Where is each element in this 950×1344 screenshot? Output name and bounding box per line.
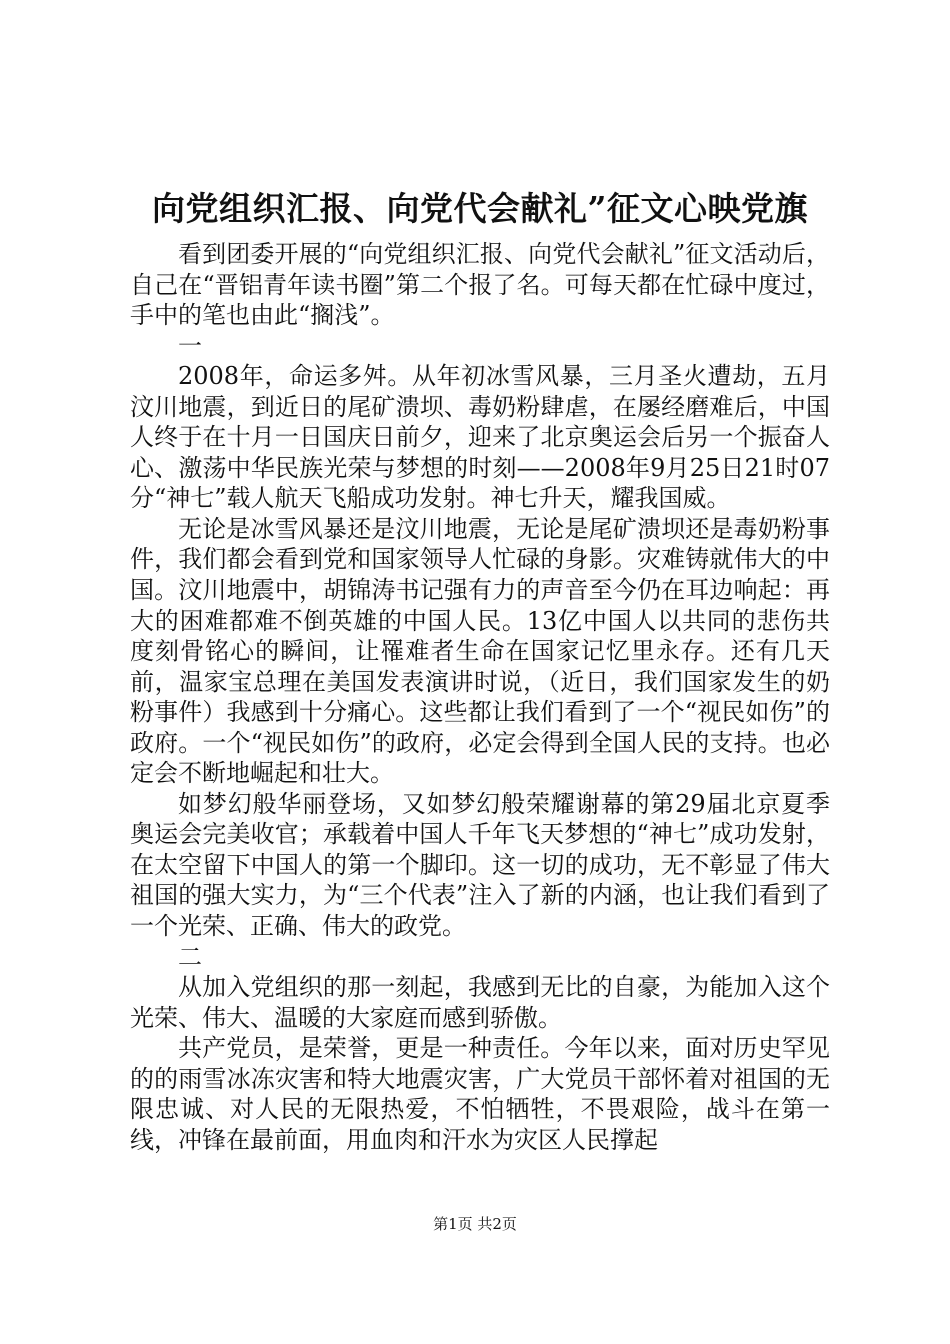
document-title: 向党组织汇报、向党代会献礼”征文心映党旗 (152, 189, 808, 228)
page-number-footer: 第1页 共2页 (433, 1215, 517, 1233)
section-heading-one: 一 (178, 331, 202, 360)
document-body (130, 239, 830, 1155)
section-heading-two: 二 (178, 942, 202, 971)
paragraph-shenqi-launch: 2008年，命运多舛。从年初冰雪风暴，三月圣火遭劫，五月汶川地震，到近日的尾矿溃坝、毒奶粉肆虐，在屡经磨难后，中国人终于在十月一日国庆日前夕，迎来了北京奥运会后另一个振奋人心、激荡中华民族光荣与梦想的时刻——2008年9月25日21时07分“神七”载人航天飞船成功发射。神七升天，耀我国威。 (130, 362, 830, 513)
paragraph-olympics-success: 如梦幻般华丽登场，又如梦幻般荣耀谢幕的第29届北京夏季奥运会完美收官；承载着中国人千年飞天梦想的“神七”成功发射，在太空留下中国人的第一个脚印。这一切的成功，无不彰显了伟大祖国的强大实力，为“三个代表”注入了新的内涵，也让我们看到了一个光荣、正确、伟大的政党。 (130, 789, 830, 941)
paragraph-disaster-response: 无论是冰雪风暴还是汶川地震，无论是尾矿溃坝还是毒奶粉事件，我们都会看到党和国家领导人忙碌的身影。灾难铸就伟大的中国。汶川地震中，胡锦涛书记强有力的声音至今仍在耳边响起：再大的困难都难不倒英雄的中国人民。13亿中国人以共同的悲伤共度刻骨铭心的瞬间，让罹难者生命在国家记忆里永存。还有几天前，温家宝总理在美国发表演讲时说，（近日，我们国家发生的奶粉事件）我感到十分痛心。这些都让我们看到了一个“视民如伤”的政府。一个“视民如伤”的政府，必定会得到全国人民的支持。也必定会不断地崛起和壮大。 (130, 514, 830, 788)
paragraph-intro: 看到团委开展的“向党组织汇报、向党代会献礼”征文活动后，自己在“晋铝青年读书圈”第二个报了名。可每天都在忙碌中度过，手中的笔也由此“搁浅”。 (130, 240, 830, 330)
paragraph-joining-party: 从加入党组织的那一刻起，我感到无比的自豪，为能加入这个光荣、伟大、温暖的大家庭而感到骄傲。 (130, 973, 830, 1032)
paragraph-party-responsibility: 共产党员，是荣誉，更是一种责任。今年以来，面对历史罕见的的雨雪冰冻灾害和特大地震灾害，广大党员干部怀着对祖国的无限忠诚、对人民的无限热爱，不怕牺牲，不畏艰险，战斗在第一线，冲锋在最前面，用血肉和汗水为灾区人民撑起 (130, 1034, 830, 1154)
